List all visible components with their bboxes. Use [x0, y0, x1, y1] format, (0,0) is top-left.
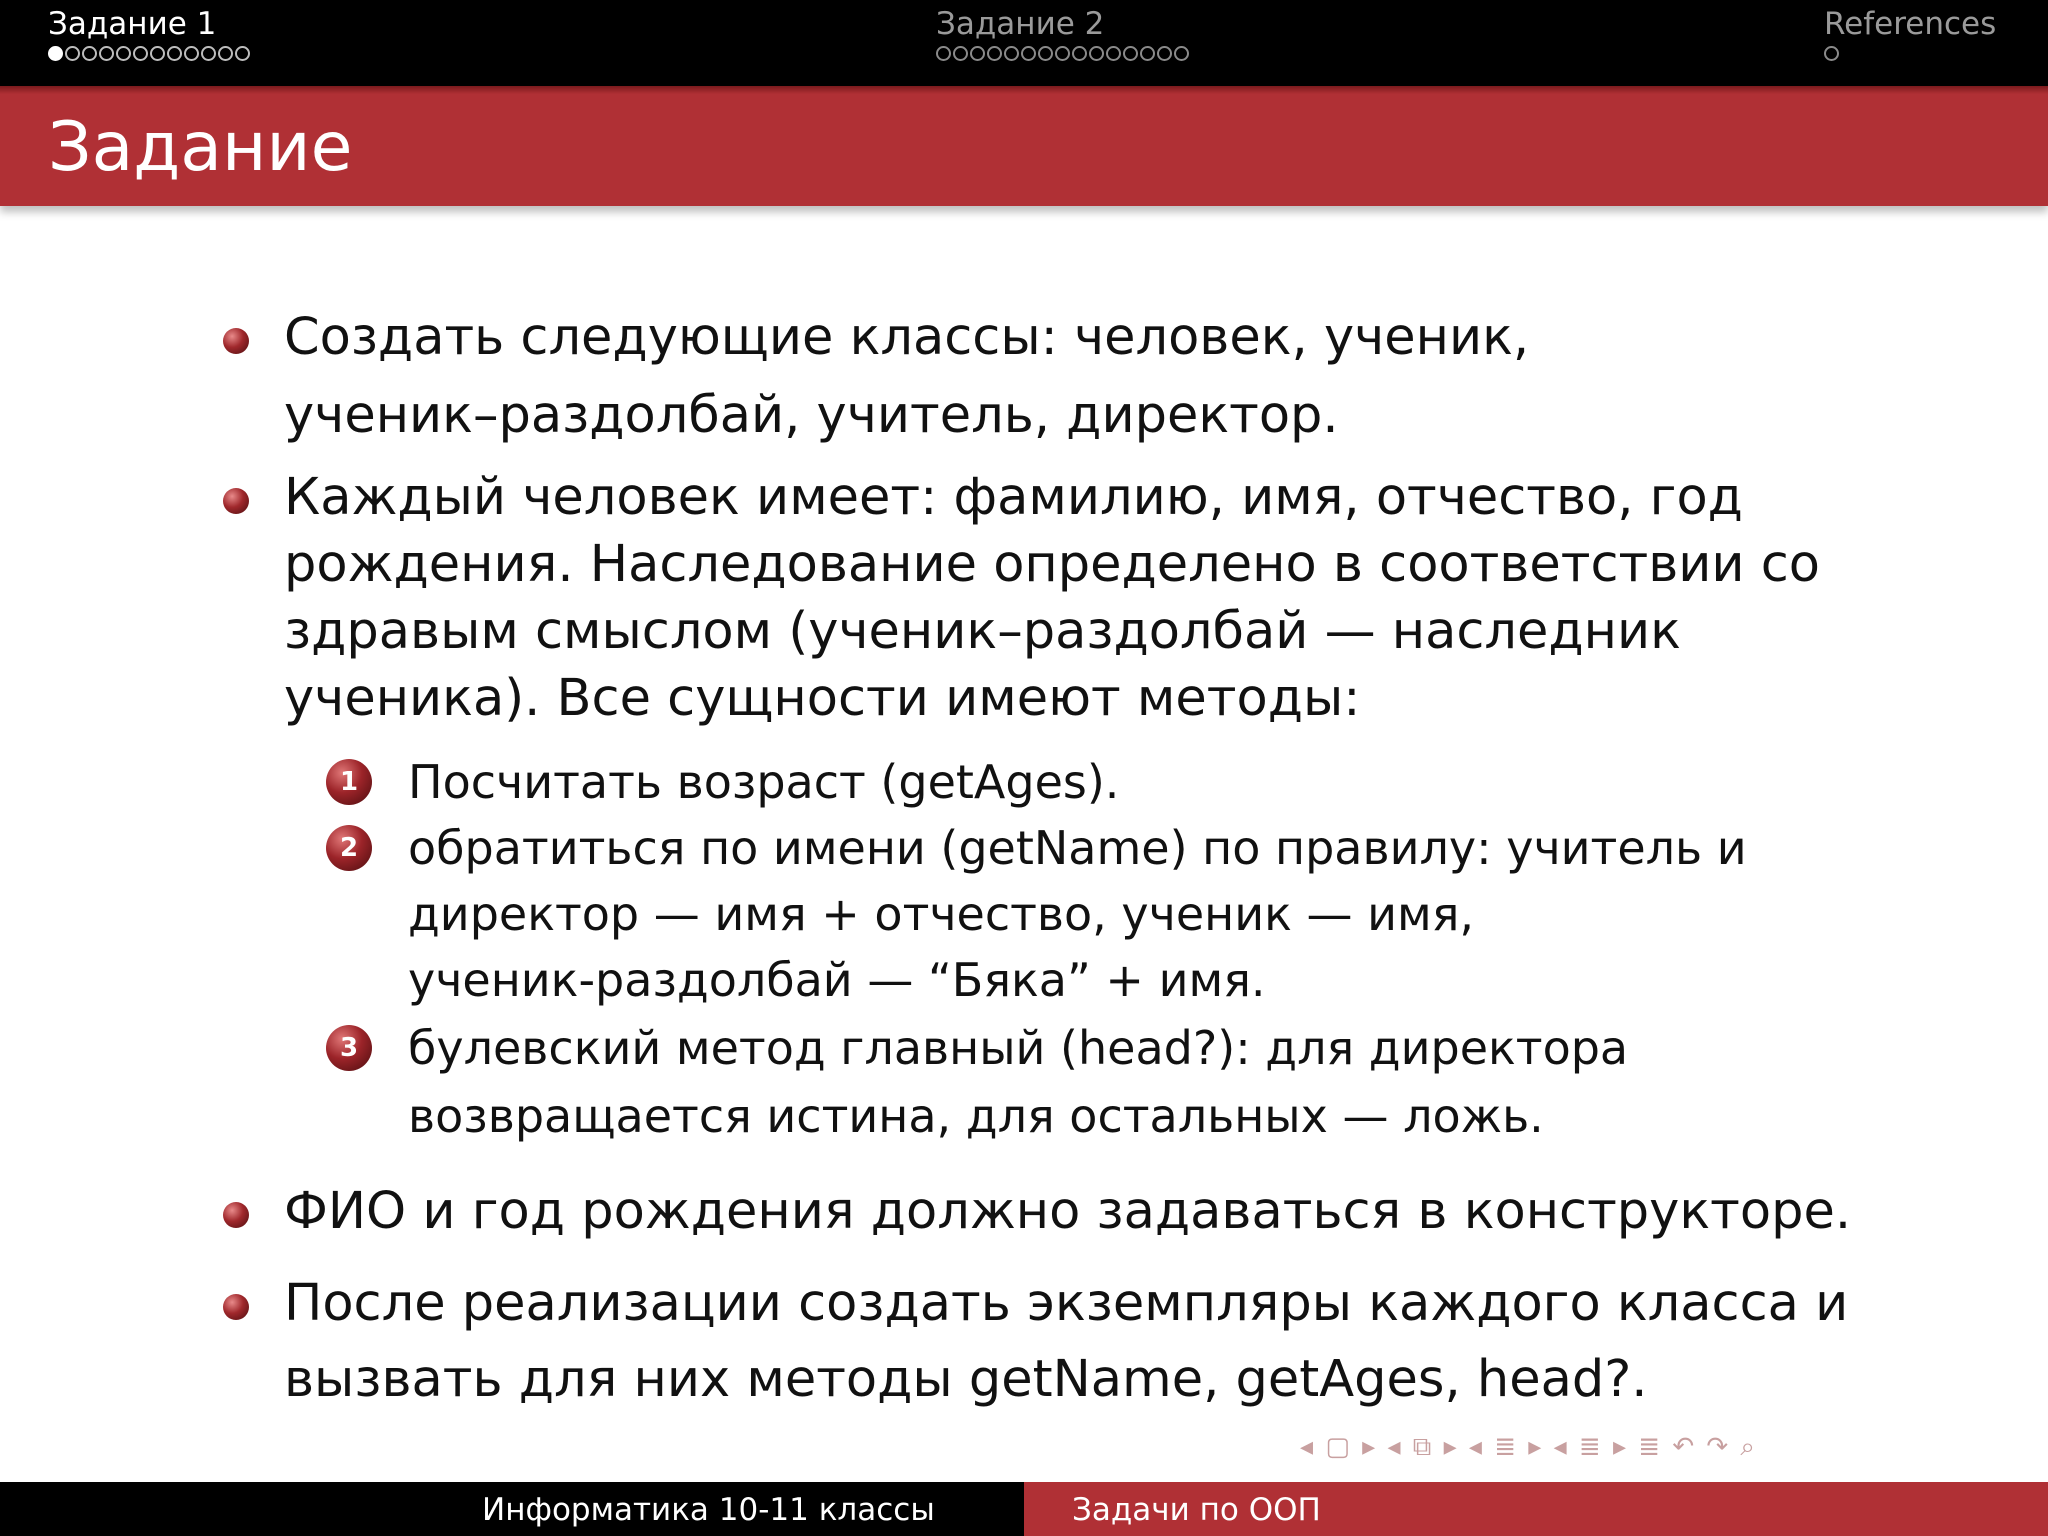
- nav-dots-task1: [48, 46, 252, 61]
- bullet-text-line: ФИО и год рождения должно задаваться в конструкторе.: [284, 1182, 1852, 1241]
- enum-number-icon: 2: [326, 825, 372, 871]
- footer-bar: [0, 1482, 2048, 1536]
- enum-text-line: булевский метод главный (head?): для директора: [408, 1021, 1629, 1075]
- enum-text-line: обратиться по имени (getName) по правилу: учитель и: [408, 821, 1747, 875]
- nav-dot[interactable]: [1089, 46, 1104, 61]
- bullet-text-line: Создать следующие классы: человек, ученик,: [284, 308, 1530, 367]
- nav-dot[interactable]: [1123, 46, 1138, 61]
- nav-dot[interactable]: [1140, 46, 1155, 61]
- nav-dot[interactable]: [1824, 46, 1839, 61]
- frame-title-bar: [0, 86, 2048, 206]
- nav-section-task2[interactable]: [936, 4, 1191, 61]
- bullet-text-line: здравым смыслом (ученик–раздолбай — наследник: [284, 602, 1681, 661]
- nav-dot[interactable]: [65, 46, 80, 61]
- nav-dot[interactable]: [150, 46, 165, 61]
- bullet-text-line: После реализации создать экземпляры каждого класса и: [284, 1274, 1849, 1333]
- nav-dot[interactable]: [1021, 46, 1036, 61]
- nav-dot[interactable]: [1174, 46, 1189, 61]
- footer-course-title: Информатика 10-11 классы: [482, 1492, 935, 1528]
- footer-talk-title: Задачи по ООП: [1072, 1492, 1321, 1528]
- bullet-ball-icon: [223, 1202, 249, 1228]
- nav-dots-references: [1824, 46, 1996, 61]
- enum-text-line: возвращается истина, для остальных — ложь.: [408, 1089, 1544, 1143]
- bullet-text-line: рождения. Наследование определено в соответствии со: [284, 535, 1821, 594]
- enum-number-icon: 1: [326, 759, 372, 805]
- nav-section-task1[interactable]: [48, 4, 252, 61]
- nav-section-title[interactable]: Задание 1: [48, 6, 217, 42]
- nav-dot[interactable]: [167, 46, 182, 61]
- nav-dot[interactable]: [82, 46, 97, 61]
- enum-number-icon: 3: [326, 1025, 372, 1071]
- nav-dot[interactable]: [201, 46, 216, 61]
- nav-dot[interactable]: [1106, 46, 1121, 61]
- bullet-text-line: ученика). Все сущности имеют методы:: [284, 669, 1361, 728]
- beamer-navigation-symbols[interactable]: ◂ ▢ ▸ ◂ ⧉ ▸ ◂ ≣ ▸ ◂ ≣ ▸ ≣ ↶ ↷ ⌕: [1300, 1432, 1757, 1462]
- bullet-ball-icon: [223, 328, 249, 354]
- nav-dot[interactable]: [1055, 46, 1070, 61]
- nav-dot[interactable]: [48, 46, 63, 61]
- nav-dot[interactable]: [133, 46, 148, 61]
- nav-dot[interactable]: [218, 46, 233, 61]
- enum-text-line: ученик-раздолбай — “Бяка” + имя.: [408, 953, 1266, 1007]
- nav-section-title[interactable]: Задание 2: [936, 6, 1105, 42]
- section-navigation-bar: [0, 0, 2048, 86]
- enum-text-line: Посчитать возраст (getAges).: [408, 755, 1120, 809]
- frame-title: Задание: [48, 108, 353, 187]
- nav-dot[interactable]: [1072, 46, 1087, 61]
- nav-dot[interactable]: [235, 46, 250, 61]
- nav-dot[interactable]: [970, 46, 985, 61]
- nav-dot[interactable]: [116, 46, 131, 61]
- bullet-text-line: Каждый человек имеет: фамилию, имя, отчество, год: [284, 468, 1743, 527]
- nav-dots-task2: [936, 46, 1191, 61]
- enum-text-line: директор — имя + отчество, ученик — имя,: [408, 887, 1475, 941]
- footer-right-panel: [1024, 1482, 2048, 1536]
- nav-dot[interactable]: [953, 46, 968, 61]
- bullet-ball-icon: [223, 1294, 249, 1320]
- nav-section-references[interactable]: [1824, 4, 1996, 61]
- nav-dot[interactable]: [184, 46, 199, 61]
- nav-dot[interactable]: [936, 46, 951, 61]
- nav-dot[interactable]: [99, 46, 114, 61]
- nav-dot[interactable]: [1038, 46, 1053, 61]
- bullet-text-line: ученик–раздолбай, учитель, директор.: [284, 386, 1339, 445]
- nav-dot[interactable]: [1157, 46, 1172, 61]
- bullet-ball-icon: [223, 488, 249, 514]
- nav-section-title[interactable]: References: [1824, 6, 1997, 42]
- nav-dot[interactable]: [987, 46, 1002, 61]
- bullet-text-line: вызвать для них методы getName, getAges, head?.: [284, 1350, 1648, 1409]
- nav-dot[interactable]: [1004, 46, 1019, 61]
